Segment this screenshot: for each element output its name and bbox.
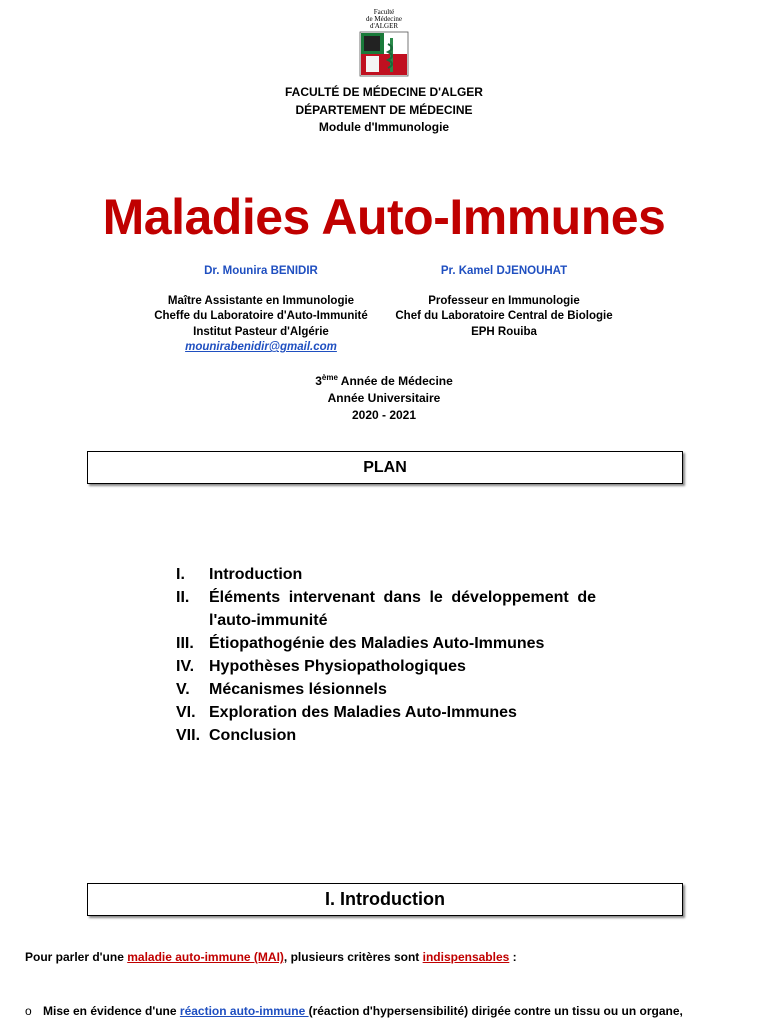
department-name: DÉPARTEMENT DE MÉDECINE [295,102,473,117]
intro-bullet: o Mise en évidence d'une réaction auto-immune (réaction d'hypersensibilité) dirigée contre un tissu ou un organe, [25,1004,683,1018]
plan-list [176,563,596,747]
list-item: II. Éléments intervenant dans le développement de l'auto-immunité [176,589,596,629]
logo-text-1: Faculté [373,8,395,16]
faculty-logo [354,6,414,78]
author-lab: Chef du Laboratoire Central de Biologie [395,310,613,322]
academic-year-label: Année Universitaire [327,391,441,405]
term-indispensables: indispensables [422,950,510,964]
logo-text-3: d'ALGER [369,22,399,30]
term-mai: maladie auto-immune (MAI) [127,950,284,964]
author-name: Pr. Kamel DJENOUHAT [440,265,568,277]
author-lab: Cheffe du Laboratoire d'Auto-Immunité [154,310,368,322]
logo-text-2: de Médecine [366,15,402,23]
plan-heading: PLAN [87,451,683,484]
introduction-heading: I. Introduction [87,883,683,916]
author-institution: Institut Pasteur d'Algérie [193,325,329,338]
list-item: V. Mécanismes lésionnels [176,681,387,698]
academic-year-block [0,369,768,424]
module-name: Module d'Immunologie [318,120,450,134]
author-institution: EPH Rouiba [471,325,537,338]
author-left [140,264,382,356]
bullet-circle-icon: o [25,1004,32,1018]
author-right [388,264,620,340]
author-email-link[interactable]: mounirabenidir@gmail.com [185,341,337,353]
list-item: IV. Hypothèses Physiopathologiques [176,658,466,675]
author-name: Dr. Mounira BENIDIR [204,265,318,277]
list-item: VI. Exploration des Maladies Auto-Immunes [176,704,517,721]
document-title: Maladies Auto-Immunes [102,189,666,245]
intro-paragraph: Pour parler d'une maladie auto-immune (MAI), plusieurs critères sont indispensables : [25,950,517,964]
study-year: 3ème Année de Médecine [315,373,453,388]
term-reaction-auto-immune: réaction auto-immune [179,1004,309,1018]
header-block [0,84,768,137]
list-item: I. Introduction [176,566,303,583]
list-item: III. Étiopathogénie des Maladies Auto-Immunes [176,635,545,652]
list-item: VII. Conclusion [176,727,297,744]
author-role: Professeur en Immunologie [428,294,580,307]
academic-year-value: 2020 - 2021 [351,408,417,422]
author-role: Maître Assistante en Immunologie [167,294,355,307]
faculty-name: FACULTÉ DE MÉDECINE D'ALGER [285,85,483,99]
